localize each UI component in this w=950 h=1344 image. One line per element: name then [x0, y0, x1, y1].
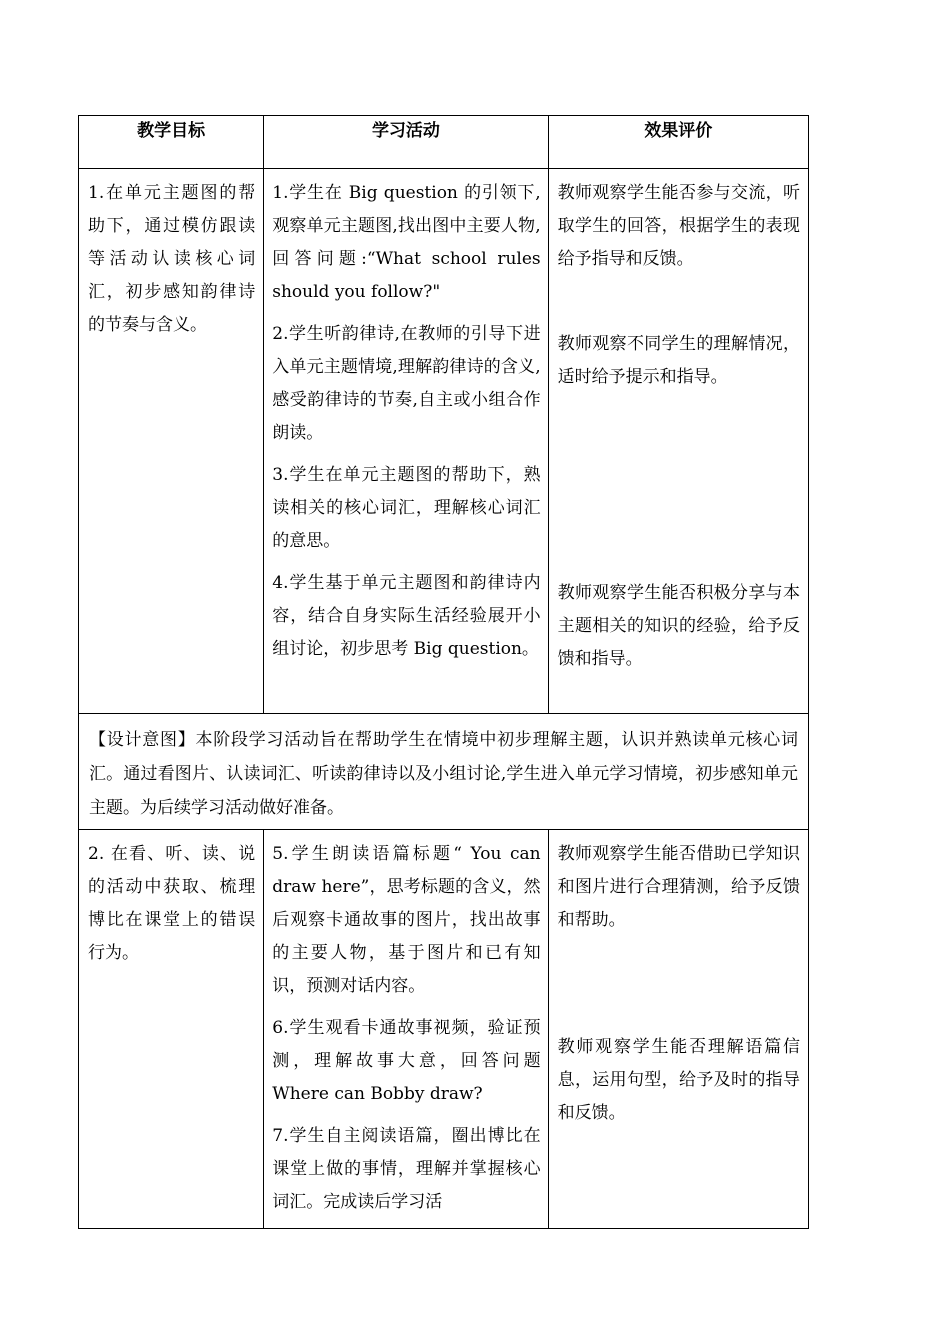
- section2-activity-cell: [264, 830, 548, 1229]
- header-goal: 教学目标: [79, 116, 264, 169]
- section1-evaluation-cell: [548, 169, 808, 714]
- section1-goal-cell: [79, 169, 264, 714]
- section1-activity-cell: [264, 169, 548, 714]
- section2-goal: 2. 在看、听、读、说的活动中获取、梳理博比在课堂上的错误行为。: [88, 844, 256, 963]
- activity-5: 5.学生朗读语篇标题“ You can draw here”，思考标题的含义，然后观察卡通故事的图片，找出故事的主要人物，基于图片和已有知识，预测对话内容。: [272, 844, 541, 996]
- header-row: [79, 116, 809, 169]
- section1-row: [79, 169, 809, 714]
- section2-goal-cell: [79, 830, 264, 1229]
- lesson-plan-table: [78, 115, 809, 1229]
- evaluation-1: 教师观察学生能否参与交流，听取学生的回答，根据学生的表现给予指导和反馈。: [557, 183, 800, 269]
- activity-2: 2.学生听韵律诗,在教师的引导下进入单元主题情境,理解韵律诗的含义,感受韵律诗的节奏,自主或小组合作朗读。: [272, 324, 541, 443]
- activity-6: 6.学生观看卡通故事视频，验证预测，理解故事大意，回答问题 Where can Bobby draw?: [272, 1018, 541, 1104]
- activity-4: 4.学生基于单元主题图和韵律诗内容，结合自身实际生活经验展开小组讨论，初步思考 Big question。: [272, 573, 541, 659]
- evaluation-3: 教师观察学生能否积极分享与本主题相关的知识的经验，给予反馈和指导。: [557, 583, 800, 669]
- evaluation-4: 教师观察学生能否借助已学知识和图片进行合理猜测，给予反馈和帮助。: [557, 844, 800, 930]
- section2-row: [79, 830, 809, 1229]
- evaluation-5: 教师观察学生能否理解语篇信息，运用句型，给予及时的指导和反馈。: [557, 1037, 800, 1123]
- header-evaluation: 效果评价: [548, 116, 808, 169]
- design-intent-row: [79, 714, 809, 830]
- activity-3: 3.学生在单元主题图的帮助下，熟读相关的核心词汇，理解核心词汇的意思。: [272, 465, 541, 551]
- evaluation-2: 教师观察不同学生的理解情况，适时给予提示和指导。: [557, 334, 800, 387]
- activity-7: 7.学生自主阅读语篇，圈出博比在课堂上做的事情，理解并掌握核心词汇。完成读后学习活: [272, 1126, 541, 1212]
- section2-evaluation-cell: [548, 830, 808, 1229]
- header-activity: 学习活动: [264, 116, 548, 169]
- design-intent: 【设计意图】本阶段学习活动旨在帮助学生在情境中初步理解主题，认识并熟读单元核心词汇。通过看图片、认读词汇、听读韵律诗以及小组讨论,学生进入单元学习情境，初步感知单元主题。为后续学习活动做好准备。: [89, 730, 798, 818]
- design-intent-cell: [79, 714, 809, 830]
- activity-1: 1.学生在 Big question 的引领下,观察单元主题图,找出图中主要人物,回答问题:“What school rules should you follow?": [272, 183, 541, 302]
- section1-goal: 1.在单元主题图的帮助下，通过模仿跟读等活动认读核心词汇，初步感知韵律诗的节奏与含义。: [88, 183, 256, 335]
